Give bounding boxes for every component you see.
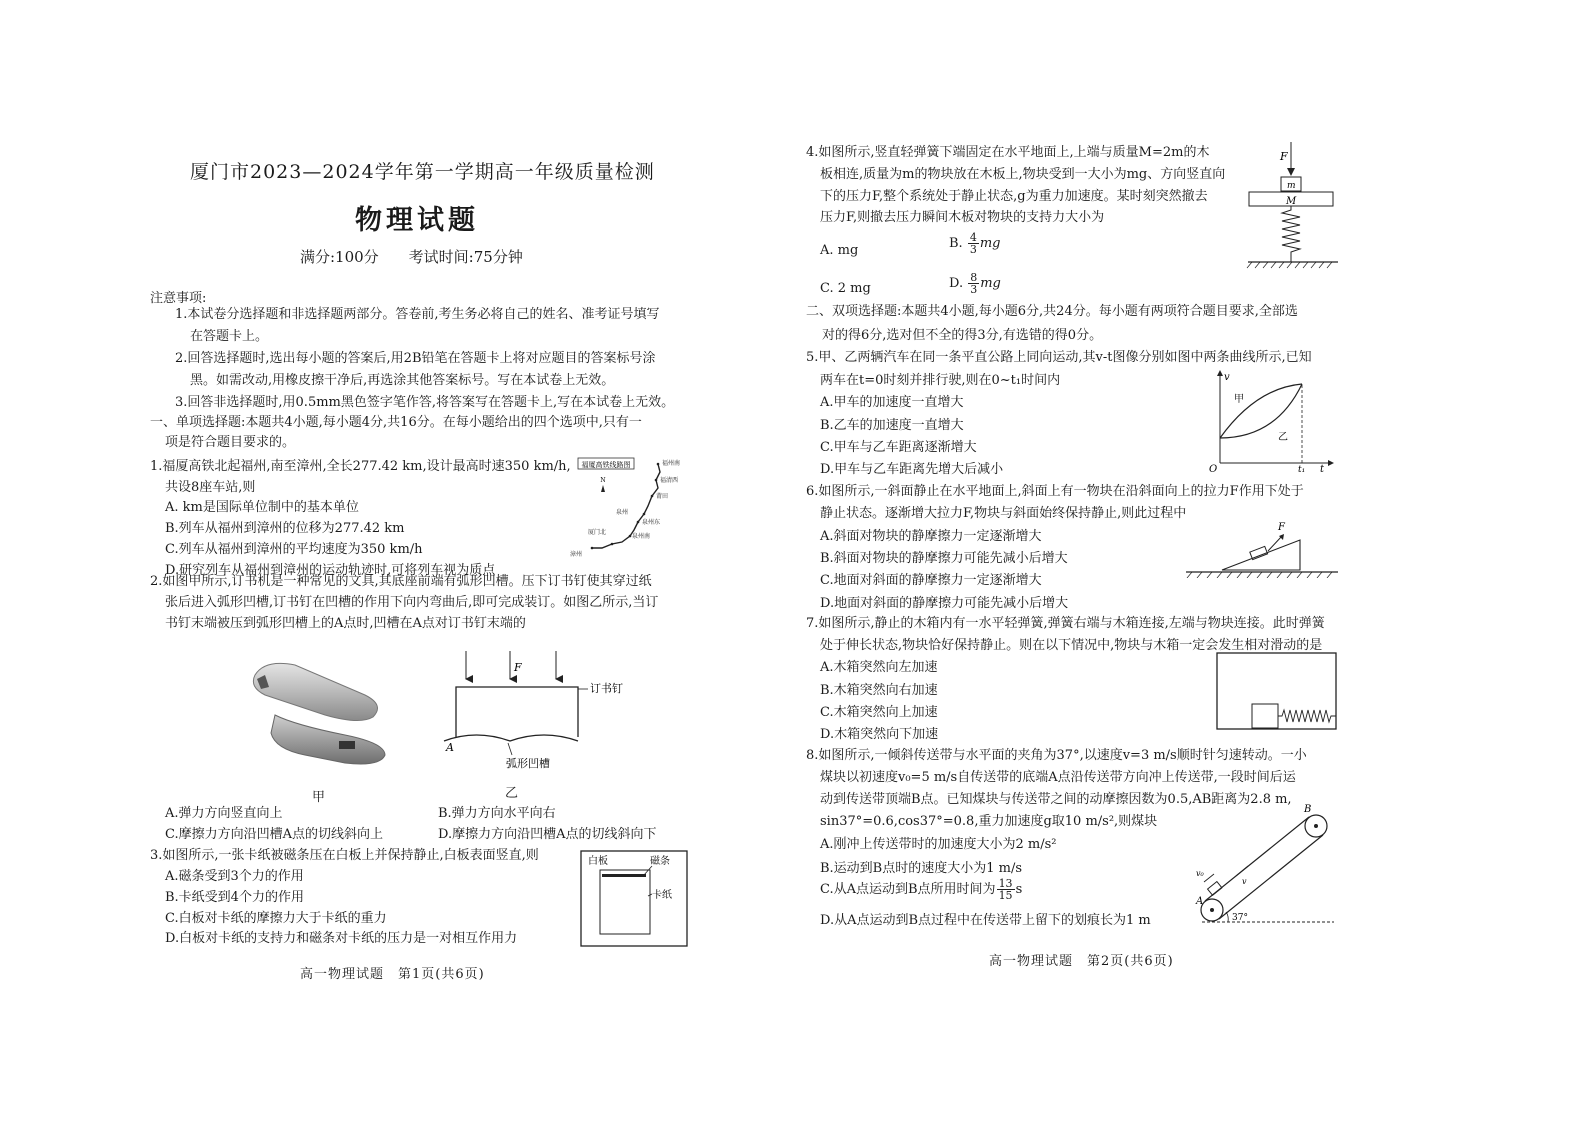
q8-option-a: A.刚冲上传送带时的加速度大小为2 m/s² bbox=[820, 837, 1057, 852]
force-arrow bbox=[1268, 536, 1282, 551]
q5-option-a: A.甲车的加速度一直增大 bbox=[820, 395, 964, 410]
question-5-stem: 5.甲、乙两辆汽车在同一条平直公路上同向运动,其v-t图像分别如图中两条曲线所示,已知 bbox=[806, 350, 1312, 365]
box-spring-diagram bbox=[1216, 652, 1338, 732]
q1-option-c: C.列车从福州到漳州的平均速度为350 km/h bbox=[165, 542, 423, 557]
notice-line: 2.回答选择题时,选出每小题的答案后,用2B铅笔在答题卡上将对应题目的答案标号涂 bbox=[175, 351, 656, 366]
notice-line: 在答题卡上。 bbox=[190, 329, 269, 344]
card-paper bbox=[600, 870, 650, 934]
q2-option-a: A.弹力方向竖直向上 bbox=[165, 806, 283, 821]
notice-line: 3.回答非选择题时,用0.5mm黑色签字笔作答,将答案写在答题卡上,写在本试卷上无效。 bbox=[175, 395, 675, 410]
arrow-head bbox=[1217, 370, 1223, 376]
section-2-heading: 二、双项选择题:本题共4小题,每小题6分,共24分。每小题有两项符合题目要求,全部选 bbox=[806, 304, 1298, 319]
station-dot bbox=[591, 547, 594, 550]
q6-option-b: B.斜面对物块的静摩擦力可能先减小后增大 bbox=[820, 551, 1068, 566]
north-label: N bbox=[600, 477, 606, 484]
question-4-stem: 下的压力F,整个系统处于静止状态,g为重力加速度。某时刻突然撤去 bbox=[820, 189, 1208, 204]
question-7-stem: 7.如图所示,静止的木箱内有一水平轻弹簧,弹簧右端与木箱连接,左端与物块连接。此时弹簧 bbox=[806, 616, 1325, 631]
force-label: F bbox=[1280, 150, 1288, 163]
page-2 bbox=[794, 0, 1588, 1123]
page-footer: 高一物理试题 第2页(共6页) bbox=[989, 954, 1174, 969]
origin-label: O bbox=[1209, 464, 1218, 475]
station-dot bbox=[655, 479, 658, 482]
section-1-heading: 项是符合题目要求的。 bbox=[165, 435, 296, 450]
railway-map-figure bbox=[568, 452, 693, 560]
figure-label-jia: 甲 bbox=[312, 790, 326, 805]
q1-option-b: B.列车从福州到漳州的位移为277.42 km bbox=[165, 521, 405, 536]
v0-label: v₀ bbox=[1196, 869, 1204, 878]
question-8-stem: 煤块以初速度v₀=5 m/s自传送带的底端A点沿传送带方向冲上传送带,一段时间后运 bbox=[820, 770, 1296, 785]
ground-hatch bbox=[1187, 572, 1332, 578]
north-arrow-icon bbox=[601, 485, 605, 492]
q6-option-a: A.斜面对物块的静摩擦力一定逐渐增大 bbox=[820, 529, 1042, 544]
question-8-stem: 动到传送带顶端B点。已知煤块与传送带之间的动摩擦因数为0.5,AB距离为2.8 m, bbox=[820, 792, 1292, 807]
point-b-label: B bbox=[1304, 804, 1312, 815]
q2-option-c: C.摩擦力方向沿凹槽A点的切线斜向上 bbox=[165, 827, 384, 842]
question-8-stem: 8.如图所示,一倾斜传送带与水平面的夹角为37°,以速度v=3 m/s顺时针匀速转动。一小 bbox=[806, 748, 1307, 763]
question-2-stem: 书钉末端被压到弧形凹槽上的A点时,凹槽在A点对订书钉末端的 bbox=[165, 616, 526, 631]
station-dot bbox=[629, 535, 632, 538]
whiteboard-diagram bbox=[580, 850, 690, 948]
question-1-stem: 共设8座车站,则 bbox=[165, 480, 256, 495]
conveyor-belt-diagram bbox=[1194, 800, 1339, 930]
block-in-box bbox=[1252, 704, 1278, 728]
incline-diagram bbox=[1182, 518, 1342, 578]
spring-board-diagram bbox=[1244, 140, 1344, 270]
card-label: 卡纸 bbox=[652, 890, 672, 901]
q6-option-d: D.地面对斜面的静摩擦力可能先减小后增大 bbox=[820, 596, 1069, 611]
pulley-axle bbox=[1314, 824, 1318, 828]
q5-option-b: B.乙车的加速度一直增大 bbox=[820, 418, 964, 433]
q3-option-b: B.卡纸受到4个力的作用 bbox=[165, 890, 304, 905]
curve-jia-label: 甲 bbox=[1234, 394, 1244, 405]
q7-option-b: B.木箱突然向右加速 bbox=[820, 683, 938, 698]
q3-option-c: C.白板对卡纸的摩擦力大于卡纸的重力 bbox=[165, 911, 387, 926]
map-title: 福厦高铁线路图 bbox=[581, 461, 631, 469]
q2-option-d: D.摩擦力方向沿凹槽A点的切线斜向下 bbox=[438, 827, 657, 842]
curve-jia bbox=[1220, 384, 1302, 438]
page-footer: 高一物理试题 第1页(共6页) bbox=[300, 967, 485, 982]
question-4-stem: 板相连,质量为m的物块放在木板上,物块受到一大小为mg、方向竖直向 bbox=[820, 167, 1226, 182]
staple-label: 订书钉 bbox=[590, 682, 623, 695]
exam-meta: 满分:100分 考试时间:75分钟 bbox=[300, 248, 523, 266]
station-label: 莆田 bbox=[656, 493, 669, 500]
q8-option-c: C.从A点运动到B点所用时间为 $\frac{13}{15}$ s bbox=[820, 877, 1023, 902]
q4-option-d: D. $\frac{8}{3}$ mg bbox=[949, 271, 1001, 296]
q8-option-d: D.从A点运动到B点过程中在传送带上留下的划痕长为1 m bbox=[820, 913, 1151, 928]
question-2-stem: 2.如图甲所示,订书机是一种常见的文具,其底座前端有弧形凹槽。压下订书钉使其穿过纸 bbox=[150, 574, 652, 589]
vt-graph bbox=[1206, 368, 1336, 478]
v-arrow bbox=[1236, 866, 1248, 876]
station-dot bbox=[637, 521, 640, 524]
q1-option-a: A. km是国际单位制中的基本单位 bbox=[165, 500, 359, 515]
question-8-stem: sin37°=0.6,cos37°=0.8,重力加速度g取10 m/s²,则煤块 bbox=[820, 814, 1158, 829]
question-6-stem: 静止状态。逐渐增大拉力F,物块与斜面始终保持静止,则此过程中 bbox=[820, 506, 1187, 521]
figure-label-yi: 乙 bbox=[505, 786, 519, 801]
q6-option-c: C.地面对斜面的静摩擦力一定逐渐增大 bbox=[820, 573, 1042, 588]
q5-option-c: C.甲车与乙车距离逐渐增大 bbox=[820, 440, 977, 455]
station-label: 福州南 bbox=[662, 460, 681, 467]
spring bbox=[1282, 206, 1300, 262]
point-a-label: A bbox=[446, 741, 454, 754]
board-label: 白板 bbox=[588, 856, 608, 867]
station-dot bbox=[651, 495, 654, 498]
notice-line: 黑。如需改动,用橡皮擦干净后,再选涂其他答案标号。写在本试卷上无效。 bbox=[190, 373, 615, 388]
force-label: F bbox=[514, 661, 522, 674]
question-6-stem: 6.如图所示,一斜面静止在水平地面上,斜面上有一物块在沿斜面向上的拉力F作用下处于 bbox=[806, 484, 1304, 499]
station-label: 泉州南 bbox=[632, 533, 651, 540]
t-axis-label: t bbox=[1320, 464, 1325, 475]
incline bbox=[1222, 540, 1300, 570]
station-dot bbox=[657, 463, 660, 466]
leader-line bbox=[508, 743, 512, 755]
question-2-stem: 张后进入弧形凹槽,订书钉在凹槽的作用下向内弯曲后,即可完成装订。如图乙所示,当订 bbox=[165, 595, 659, 610]
question-4-stem: 压力F,则撤去压力瞬间木板对物块的支持力大小为 bbox=[820, 210, 1105, 225]
q7-option-d: D.木箱突然向下加速 bbox=[820, 727, 939, 742]
station-label: 泉州东 bbox=[642, 519, 661, 526]
question-4-stem: 4.如图所示,竖直轻弹簧下端固定在水平地面上,上端与质量M=2m的木 bbox=[806, 145, 1210, 160]
arrow-head bbox=[1328, 460, 1334, 466]
question-5-stem: 两车在t=0时刻并排行驶,则在0~t₁时间内 bbox=[820, 373, 1061, 388]
question-1-stem: 1.福厦高铁北起福州,南至漳州,全长277.42 km,设计最高时速350 km/h, bbox=[150, 459, 571, 474]
station-label: 福清西 bbox=[660, 477, 679, 484]
board-M-label: M bbox=[1286, 196, 1297, 207]
arrow-head bbox=[1287, 168, 1295, 176]
t1-label: t₁ bbox=[1298, 465, 1306, 475]
q7-option-c: C.木箱突然向上加速 bbox=[820, 705, 938, 720]
q4-option-c: C. 2 mg bbox=[820, 281, 871, 296]
q4-option-b: B. $\frac{4}{3}$ mg bbox=[949, 231, 1001, 256]
q8-option-b: B.运动到B点时的速度大小为1 m/s bbox=[820, 861, 1023, 876]
curve-yi-label: 乙 bbox=[1278, 432, 1288, 443]
stapler-top-arm bbox=[253, 663, 377, 720]
stapler-anvil bbox=[339, 741, 355, 749]
section-2-heading: 对的得6分,选对但不全的得3分,有选错的得0分。 bbox=[822, 328, 1103, 343]
station-dot bbox=[611, 543, 614, 546]
station-label: 漳州 bbox=[570, 551, 583, 558]
q7-option-a: A.木箱突然向左加速 bbox=[820, 660, 938, 675]
question-7-stem: 处于伸长状态,物块恰好保持静止。则在以下情况中,物块与木箱一定会发生相对滑动的是 bbox=[820, 638, 1323, 653]
station-label: 泉州 bbox=[616, 509, 629, 516]
question-3-stem: 3.如图所示,一张卡纸被磁条压在白板上并保持静止,白板表面竖直,则 bbox=[150, 848, 539, 863]
v0-arrow bbox=[1204, 874, 1214, 882]
v-axis-label: v bbox=[1224, 372, 1230, 383]
angle-label: 37° bbox=[1232, 913, 1248, 923]
force-label: F bbox=[1278, 522, 1285, 533]
station-label: 厦门北 bbox=[588, 529, 607, 536]
stapler-photo bbox=[235, 655, 395, 775]
staple-shape bbox=[456, 687, 578, 737]
stapler-base bbox=[271, 715, 385, 764]
curve-yi bbox=[1220, 384, 1302, 438]
magnet-strip bbox=[602, 874, 646, 877]
page-title: 物理试题 bbox=[355, 205, 479, 236]
groove-arc bbox=[444, 735, 578, 741]
staple-diagram bbox=[438, 645, 638, 785]
horizontal-spring bbox=[1278, 710, 1336, 722]
q1-option-d: D.研究列车从福州到漳州的运动轨迹时,可将列车视为质点 bbox=[165, 563, 496, 578]
block-m-label: m bbox=[1287, 181, 1296, 191]
q3-option-a: A.磁条受到3个力的作用 bbox=[165, 869, 304, 884]
q4-option-a: A. mg bbox=[820, 243, 859, 258]
ground-hatch bbox=[1247, 262, 1332, 268]
station-dot bbox=[643, 513, 646, 516]
v-label: v bbox=[1242, 877, 1247, 886]
exam-header-title: 厦门市2023—2024学年第一学期高一年级质量检测 bbox=[190, 161, 655, 183]
q2-option-b: B.弹力方向水平向右 bbox=[438, 806, 556, 821]
magnet-label: 磁条 bbox=[650, 856, 670, 867]
point-a-label: A bbox=[1196, 896, 1204, 907]
notice-title: 注意事项: bbox=[150, 291, 207, 306]
section-1-heading: 一、单项选择题:本题共4小题,每小题4分,共16分。在每小题给出的四个选项中,只有一 bbox=[150, 415, 642, 430]
q5-option-d: D.甲车与乙车距离先增大后减小 bbox=[820, 462, 1004, 477]
pulley-axle bbox=[1210, 908, 1214, 912]
q3-option-d: D.白板对卡纸的支持力和磁条对卡纸的压力是一对相互作用力 bbox=[165, 931, 518, 946]
notice-line: 1.本试卷分选择题和非选择题两部分。答卷前,考生务必将自己的姓名、准考证号填写 bbox=[175, 307, 660, 322]
groove-label: 弧形凹槽 bbox=[506, 757, 550, 770]
